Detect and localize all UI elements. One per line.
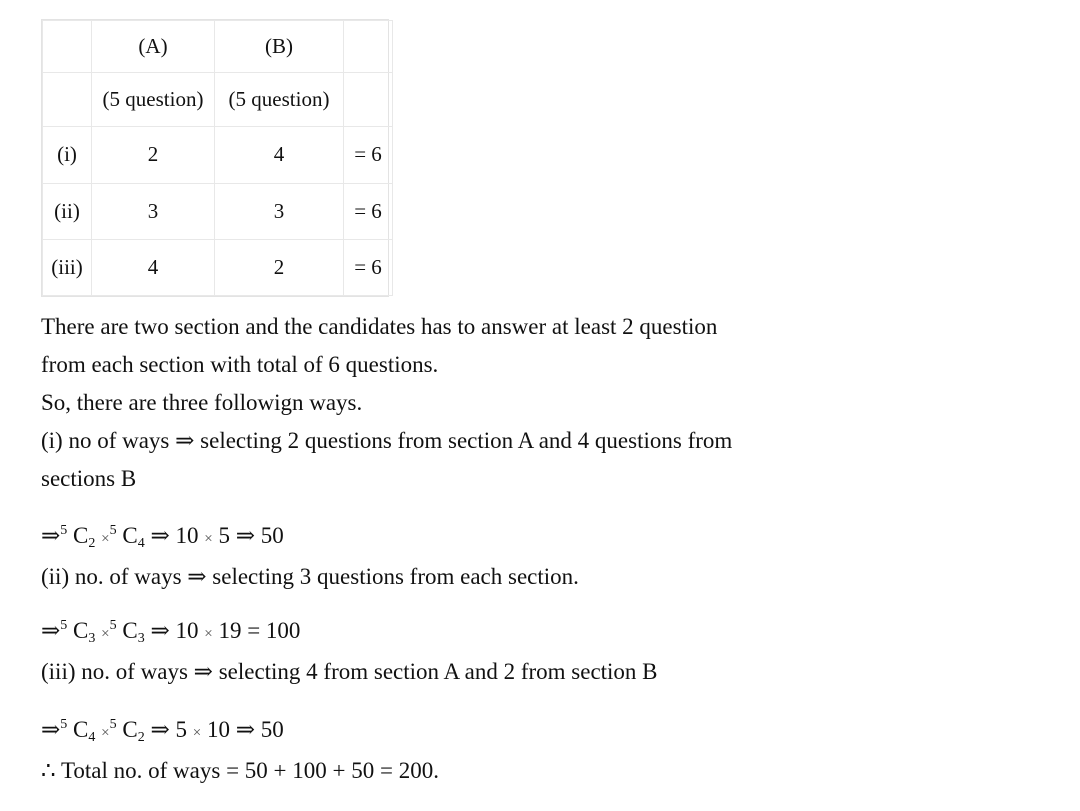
selection-table <box>41 19 389 297</box>
equation-case-2 <box>41 611 300 654</box>
table-header-row <box>43 21 393 73</box>
combination-symbol: C <box>73 618 89 643</box>
table-header-cell: (A) <box>92 21 215 73</box>
times-symbol: × <box>101 626 110 642</box>
combination-symbol: C <box>73 717 89 742</box>
case-2-text: (ii) no. of ways ⇒ selecting 3 questions from each section. <box>41 564 579 589</box>
combination-symbol: C <box>122 523 138 548</box>
combination-k: 4 <box>88 730 96 745</box>
combination-n: 5 <box>109 717 117 732</box>
paragraph-line: sections B <box>41 466 137 491</box>
paragraph-line: (i) no of ways ⇒ selecting 2 questions from section A and 4 questions from <box>41 428 733 453</box>
table-subheader-cell <box>43 73 92 127</box>
times-symbol: × <box>101 725 110 741</box>
table-cell: 3 <box>92 183 215 239</box>
table-cell: = 6 <box>344 127 393 183</box>
equation-rest: ⇒ 10 <box>144 618 205 643</box>
selection-table-grid <box>42 20 393 296</box>
table-subheader-cell: (5 question) <box>92 73 215 127</box>
times-symbol: × <box>101 531 110 547</box>
table-header-cell: (B) <box>215 21 344 73</box>
table-subheader-cell <box>344 73 393 127</box>
equation-rest: 5 ⇒ 50 <box>212 523 284 548</box>
equation-rest: 19 = 100 <box>212 618 301 643</box>
combination-n: 5 <box>109 618 117 633</box>
implies-symbol: ⇒ <box>41 523 61 548</box>
combination-n: 5 <box>60 523 68 538</box>
equation-rest: ⇒ 10 <box>144 523 205 548</box>
combination-symbol: C <box>73 523 89 548</box>
combination-n: 5 <box>60 618 68 633</box>
table-header-cell <box>344 21 393 73</box>
times-symbol: × <box>204 531 213 547</box>
table-cell: 2 <box>215 239 344 295</box>
table-cell: 2 <box>92 127 215 183</box>
table-subheader-row <box>43 73 393 127</box>
table-cell: 4 <box>92 239 215 295</box>
paragraph-line: from each section with total of 6 questions. <box>41 352 439 377</box>
table-cell: (i) <box>43 127 92 183</box>
combination-k: 3 <box>137 631 145 646</box>
table-cell: 3 <box>215 183 344 239</box>
case-3-text: (iii) no. of ways ⇒ selecting 4 from section A and 2 from section B <box>41 659 658 684</box>
combination-n: 5 <box>109 523 117 538</box>
times-symbol: × <box>192 725 202 741</box>
table-row <box>43 183 393 239</box>
implies-symbol: ⇒ <box>41 717 61 742</box>
table-cell: (iii) <box>43 239 92 295</box>
combination-k: 3 <box>88 631 96 646</box>
table-header-cell <box>43 21 92 73</box>
table-row <box>43 239 393 295</box>
total-text: ∴ Total no. of ways = 50 + 100 + 50 = 200. <box>41 758 439 783</box>
combination-symbol: C <box>122 717 138 742</box>
equation-rest: ⇒ 5 <box>144 717 193 742</box>
table-cell: = 6 <box>344 239 393 295</box>
equation-case-3 <box>41 710 284 753</box>
paragraph-line: So, there are three followign ways. <box>41 390 363 415</box>
table-cell: 4 <box>215 127 344 183</box>
equation-case-1 <box>41 516 284 559</box>
combination-symbol: C <box>122 618 138 643</box>
combination-k: 2 <box>88 536 96 551</box>
combination-k: 2 <box>137 730 145 745</box>
equation-rest: 10 ⇒ 50 <box>201 717 284 742</box>
paragraph-line: There are two section and the candidates has to answer at least 2 question <box>41 314 718 339</box>
times-symbol: × <box>204 626 213 642</box>
implies-symbol: ⇒ <box>41 618 61 643</box>
table-cell: (ii) <box>43 183 92 239</box>
table-cell: = 6 <box>344 183 393 239</box>
explanation-text <box>41 308 801 498</box>
combination-k: 4 <box>137 536 145 551</box>
table-row <box>43 127 393 183</box>
combination-n: 5 <box>60 717 68 732</box>
table-subheader-cell: (5 question) <box>215 73 344 127</box>
